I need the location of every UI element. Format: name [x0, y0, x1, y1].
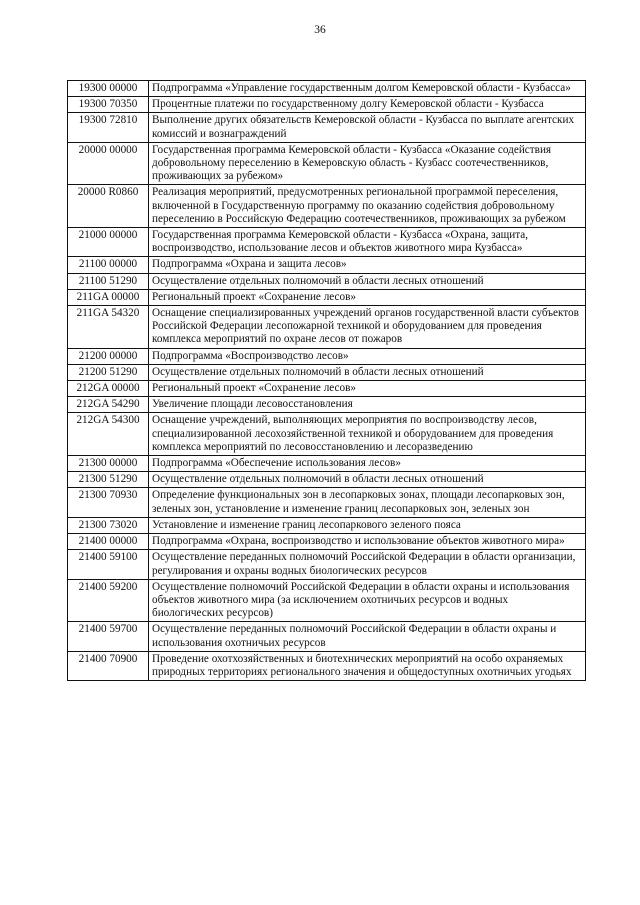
item-description: Осуществление отдельных полномочий в области лесных отношений [149, 472, 586, 488]
table-row [68, 550, 586, 579]
classification-code: 21000 00000 [68, 228, 149, 257]
classification-code: 19300 72810 [68, 113, 149, 142]
classification-code: 21400 59100 [68, 550, 149, 579]
table-row [68, 364, 586, 380]
classification-code: 21400 70900 [68, 651, 149, 680]
item-description: Процентные платежи по государственному долгу Кемеровской области - Кузбасса [149, 97, 586, 113]
table-row [68, 534, 586, 550]
item-description: Определение функциональных зон в лесопарковых зонах, площади лесопарковых зон, зеленых зон, установление и изменение границ лесопарковых зон, зеленых зон [149, 488, 586, 517]
classification-code: 21300 70930 [68, 488, 149, 517]
table-row [68, 257, 586, 273]
table-row [68, 456, 586, 472]
item-description: Осуществление полномочий Российской Федерации в области охраны и использования объектов животного мира (за исключением охотничьих ресурсов и водных биологических ресурсов) [149, 579, 586, 622]
item-description: Региональный проект «Сохранение лесов» [149, 381, 586, 397]
table-row [68, 273, 586, 289]
table-row [68, 488, 586, 517]
table-row [68, 397, 586, 413]
classification-code: 21400 00000 [68, 534, 149, 550]
item-description: Осуществление переданных полномочий Российской Федерации в области организации, регулирования и охраны водных биологических ресурсов [149, 550, 586, 579]
table-row [68, 142, 586, 185]
table-row [68, 348, 586, 364]
table-row [68, 81, 586, 97]
classification-code: 21100 00000 [68, 257, 149, 273]
classification-code: 21100 51290 [68, 273, 149, 289]
item-description: Оснащение учреждений, выполняющих мероприятия по воспроизводству лесов, специализированной лесохозяйственной техникой и оборудованием для проведения комплекса мероприятий по лесовосстановлению и лесоразведению [149, 413, 586, 456]
table-row [68, 228, 586, 257]
classification-code: 211GA 54320 [68, 306, 149, 349]
item-description: Подпрограмма «Охрана и защита лесов» [149, 257, 586, 273]
item-description: Региональный проект «Сохранение лесов» [149, 289, 586, 305]
classification-code: 212GA 54300 [68, 413, 149, 456]
table-row [68, 651, 586, 680]
table-row [68, 97, 586, 113]
classification-code: 21400 59700 [68, 622, 149, 651]
item-description: Подпрограмма «Охрана, воспроизводство и использование объектов животного мира» [149, 534, 586, 550]
item-description: Подпрограмма «Управление государственным долгом Кемеровской области - Кузбасса» [149, 81, 586, 97]
classification-code: 21200 51290 [68, 364, 149, 380]
item-description: Подпрограмма «Обеспечение использования лесов» [149, 456, 586, 472]
classification-code: 21200 00000 [68, 348, 149, 364]
classification-code: 19300 70350 [68, 97, 149, 113]
item-description: Оснащение специализированных учреждений органов государственной власти субъектов Российской Федерации лесопожарной техникой и оборудованием для проведения комплекса мероприятий по охране лесов от пожаров [149, 306, 586, 349]
table-row [68, 517, 586, 533]
item-description: Подпрограмма «Воспроизводство лесов» [149, 348, 586, 364]
classification-code: 211GA 00000 [68, 289, 149, 305]
table-row [68, 413, 586, 456]
item-description: Осуществление переданных полномочий Российской Федерации в области охраны и использования охотничьих ресурсов [149, 622, 586, 651]
classification-code: 21300 51290 [68, 472, 149, 488]
classification-code: 21300 00000 [68, 456, 149, 472]
item-description: Установление и изменение границ лесопаркового зеленого пояса [149, 517, 586, 533]
classification-code: 21400 59200 [68, 579, 149, 622]
item-description: Выполнение других обязательств Кемеровской области - Кузбасса по выплате агентских комиссий и вознаграждений [149, 113, 586, 142]
table-row [68, 306, 586, 349]
table-body [68, 81, 586, 681]
table-row [68, 579, 586, 622]
item-description: Осуществление отдельных полномочий в области лесных отношений [149, 273, 586, 289]
item-description: Государственная программа Кемеровской области - Кузбасса «Охрана, защита, воспроизводство, использование лесов и объектов животного мира Кузбасса» [149, 228, 586, 257]
item-description: Увеличение площади лесовосстановления [149, 397, 586, 413]
classification-code: 20000 R0860 [68, 185, 149, 228]
table-row [68, 289, 586, 305]
table-row [68, 472, 586, 488]
table-row [68, 381, 586, 397]
classification-code: 20000 00000 [68, 142, 149, 185]
table-row [68, 113, 586, 142]
budget-code-table [67, 80, 586, 681]
table-row [68, 622, 586, 651]
classification-code: 21300 73020 [68, 517, 149, 533]
classification-code: 212GA 54290 [68, 397, 149, 413]
item-description: Государственная программа Кемеровской области - Кузбасса «Оказание содействия добровольному переселению в Кемеровскую область - Кузбасс соотечественников, проживающих за рубежом» [149, 142, 586, 185]
classification-code: 19300 00000 [68, 81, 149, 97]
item-description: Реализация мероприятий, предусмотренных региональной программой переселения, включенной в Государственную программу по оказанию содействия добровольному переселению в Российскую Федерацию соотечественников, проживающих за рубежом [149, 185, 586, 228]
item-description: Проведение охотхозяйственных и биотехнических мероприятий на особо охраняемых природных территориях регионального значения и общедоступных охотничьих угодьях [149, 651, 586, 680]
page-number: 36 [314, 24, 326, 36]
classification-code: 212GA 00000 [68, 381, 149, 397]
item-description: Осуществление отдельных полномочий в области лесных отношений [149, 364, 586, 380]
table-row [68, 185, 586, 228]
